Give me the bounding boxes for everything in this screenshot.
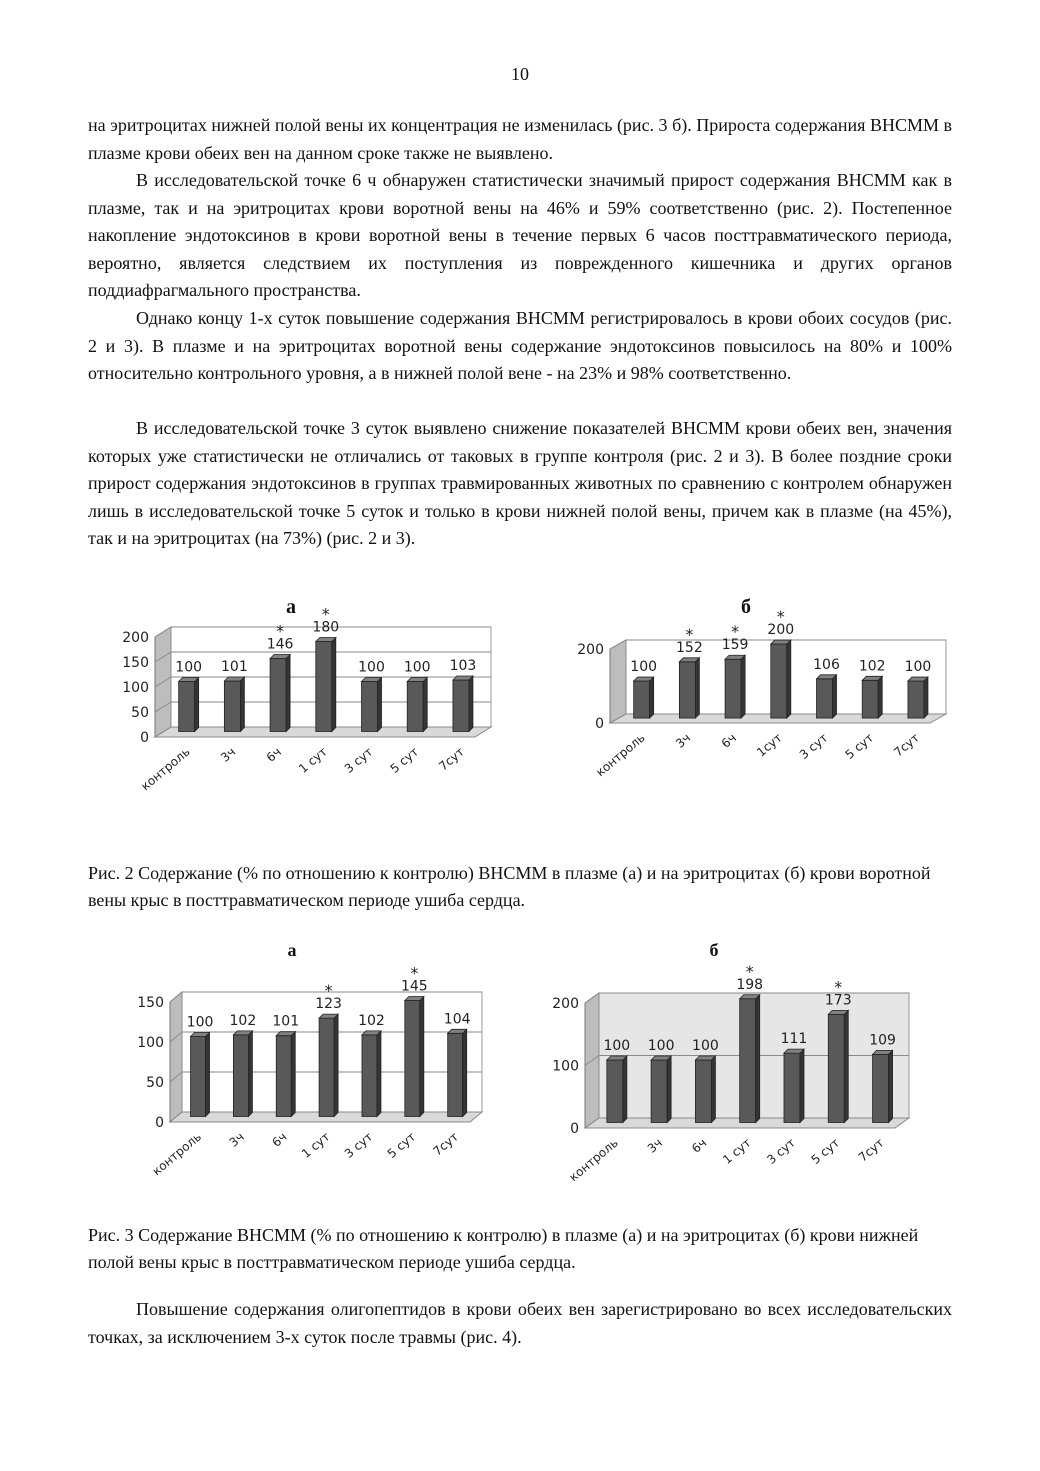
bar-top: [191, 1033, 210, 1037]
bar-top: [179, 678, 199, 682]
bar: [817, 675, 837, 718]
data-label: 198: [736, 976, 764, 993]
bar-front: [695, 1060, 711, 1123]
bar-side: [423, 678, 427, 732]
data-label: 111: [780, 1031, 808, 1048]
figure-3a-bar-chart: [110, 940, 490, 1190]
x-category-label: контроль: [593, 730, 648, 780]
bar-side: [378, 678, 382, 732]
data-label: 173: [824, 992, 852, 1009]
bar: [362, 1031, 381, 1117]
data-label: 100: [603, 1038, 631, 1054]
data-label: 100: [358, 659, 385, 676]
x-category-label: 3 сут: [764, 1135, 798, 1167]
bar: [453, 676, 473, 732]
bar-front: [453, 680, 469, 732]
significance-marker: *: [731, 622, 740, 642]
bar-front: [179, 682, 195, 732]
bar-front: [316, 642, 332, 732]
bar-side: [206, 1033, 210, 1117]
bar: [828, 1010, 848, 1122]
bar-top: [725, 655, 745, 659]
bar-side: [711, 1056, 715, 1123]
paragraph-3: Однако концу 1-х суток повышение содержания ВНСММ регистрировалось в крови обоих сосудов (рис. 2 и 3). В плазме и на эритроцитах воротной вены содержание эндотоксинов повысилось на 80% и 100% относительно контрольного уровня, а в нижней полой вене - на 23% и 98% соответственно.: [88, 308, 952, 383]
bar-top: [319, 1014, 338, 1018]
x-category-label: 1 сут: [298, 1129, 333, 1161]
bar-side: [286, 655, 290, 732]
y-tick-label: 200: [122, 630, 149, 646]
x-category-label: 3ч: [673, 730, 694, 751]
bar: [270, 655, 290, 732]
bar-front: [362, 682, 378, 732]
x-category-label: 3 сут: [796, 730, 831, 762]
x-category-label: 6ч: [689, 1135, 710, 1156]
bar-top: [771, 640, 791, 644]
bar-top: [316, 638, 336, 642]
bar-top: [740, 995, 760, 999]
bar-side: [463, 1029, 467, 1116]
data-label: 100: [904, 659, 932, 676]
bar-side: [248, 1031, 252, 1117]
data-label: 106: [813, 656, 840, 673]
bar: [607, 1056, 627, 1123]
x-category-label: 7сут: [891, 730, 922, 760]
bar-side: [878, 676, 882, 718]
bar: [407, 678, 427, 732]
bar: [695, 1056, 715, 1123]
bar: [319, 1014, 338, 1116]
bar-top: [448, 1029, 467, 1033]
bar-front: [651, 1060, 667, 1123]
bar-side: [291, 1032, 295, 1117]
x-category-label: 1сут: [754, 730, 785, 760]
significance-marker: *: [321, 604, 330, 624]
bar-front: [270, 659, 286, 732]
data-label: 103: [449, 658, 477, 674]
significance-marker: *: [834, 977, 843, 997]
bar-front: [873, 1054, 889, 1122]
x-category-label: 5 сут: [387, 744, 422, 776]
bar-side: [924, 677, 928, 718]
bar: [679, 658, 699, 718]
bar-front: [276, 1036, 291, 1117]
bar-side: [695, 658, 699, 718]
bar: [179, 678, 199, 732]
figure-2a-bar-chart: [100, 595, 510, 830]
data-label: 102: [229, 1012, 257, 1029]
bar: [873, 1050, 893, 1122]
paragraph-4: В исследовательской точке 3 суток выявлено снижение показателей ВНСММ крови обеих вен, значения которых уже статистически не отличались от таковых в группе контроля (рис. 2 и 3). В более поздние сроки прирост содержания эндотоксинов в группах травмированных животных по сравнению с контролем обнаружен лишь в исследовательской точке 5 суток и только в крови нижней полой вены, причем как в плазме (на 45%), так и на эритроцитах (на 73%) (рис. 2 и 3).: [88, 418, 952, 548]
bar-front: [405, 1001, 420, 1117]
data-label: 104: [443, 1011, 471, 1028]
paragraph-1: на эритроцитах нижней полой вены их концентрация не изменилась (рис. 3 б). Прироста содержания ВНСММ в плазме крови обеих вен на данном сроке также не выявлено.: [88, 115, 952, 163]
x-category-label: 6ч: [263, 744, 285, 765]
bar-front: [740, 999, 756, 1123]
bar-top: [453, 676, 473, 680]
bar: [276, 1032, 295, 1117]
bar-side: [334, 1014, 338, 1116]
chart-side-wall: [170, 992, 182, 1122]
bar-top: [276, 1032, 295, 1036]
significance-marker: *: [685, 624, 694, 644]
x-category-label: 5 сут: [842, 730, 877, 762]
y-tick-label: 100: [122, 680, 149, 696]
bar-top: [362, 1031, 381, 1035]
bar-side: [469, 676, 473, 732]
paragraph-2: В исследовательской точке 6 ч обнаружен статистически значимый прирост содержания ВНСММ как в плазме, так и на эритроцитах крови воротной вены на 46% и 59% соответственно (рис. 2). Постепенное накопление эндотоксинов в крови воротной вены в течение первых 6 часов посттравматического периода, вероятно, является следствием их поступления из поврежденного кишечника и других органов поддиафрагмального пространства.: [88, 170, 952, 300]
chart-side-wall: [610, 640, 626, 723]
chart-title: а: [286, 596, 296, 618]
bar-top: [224, 677, 244, 681]
y-tick-label: 50: [146, 1075, 164, 1091]
bar-front: [828, 1014, 844, 1122]
bar-side: [844, 1010, 848, 1122]
chart-title: б: [709, 940, 719, 960]
bar-top: [679, 658, 699, 662]
y-tick-label: 100: [137, 1035, 164, 1051]
x-category-label: 7сут: [855, 1135, 887, 1165]
figure-3b-bar-chart: [535, 940, 935, 1200]
bar-side: [195, 678, 199, 732]
bar: [233, 1031, 252, 1117]
bar-front: [319, 1018, 334, 1116]
bar-front: [784, 1053, 800, 1122]
bar: [191, 1033, 210, 1117]
significance-marker: *: [776, 607, 785, 627]
y-tick-label: 0: [595, 716, 604, 732]
data-label: 102: [358, 1012, 385, 1029]
y-tick-label: 150: [122, 655, 149, 671]
bar-top: [873, 1050, 893, 1054]
significance-marker: *: [745, 961, 754, 981]
bar: [862, 676, 882, 718]
data-label: 100: [403, 659, 431, 676]
bar-top: [651, 1056, 671, 1060]
bar: [784, 1049, 804, 1122]
bar-front: [908, 681, 924, 718]
significance-marker: *: [410, 963, 419, 983]
bar-top: [817, 675, 837, 679]
bar: [316, 638, 336, 732]
page-number: 10: [511, 64, 529, 84]
data-label: 123: [315, 996, 342, 1013]
x-category-label: 6ч: [269, 1129, 290, 1150]
bar-side: [650, 677, 654, 718]
bar: [362, 678, 382, 732]
bar-top: [634, 677, 654, 681]
y-tick-label: 100: [552, 1058, 579, 1075]
bar: [651, 1056, 671, 1123]
x-category-label: контроль: [149, 1129, 204, 1179]
paragraph-5: Повышение содержания олигопептидов в крови обеих вен зарегистрировано во всех исследовательских точках, за исключением 3-х суток после травмы (рис. 4).: [88, 1299, 952, 1347]
y-tick-label: 0: [570, 1121, 579, 1137]
bar-top: [784, 1049, 804, 1053]
y-tick-label: 200: [577, 642, 604, 658]
x-category-label: 3ч: [226, 1129, 247, 1150]
bar-front: [191, 1037, 206, 1117]
bar-front: [407, 682, 423, 732]
data-label: 145: [400, 978, 428, 995]
bar-front: [862, 680, 878, 718]
chart-title: а: [287, 940, 297, 960]
bar-side: [833, 675, 837, 718]
x-category-label: 3 сут: [341, 1129, 376, 1161]
bar-side: [377, 1031, 381, 1117]
x-category-label: 1 сут: [720, 1135, 754, 1167]
x-category-label: 7сут: [430, 1129, 462, 1159]
data-label: 100: [630, 659, 658, 676]
bar: [634, 677, 654, 718]
x-category-label: 7сут: [436, 744, 467, 774]
bar-side: [889, 1050, 893, 1122]
y-tick-label: 150: [137, 995, 164, 1011]
data-label: 100: [175, 659, 203, 676]
data-label: 180: [312, 619, 340, 636]
bar-front: [233, 1035, 248, 1117]
data-label: 100: [692, 1038, 719, 1054]
x-category-label: контроль: [566, 1135, 621, 1185]
data-label: 109: [869, 1032, 896, 1049]
bar-side: [332, 638, 336, 732]
figure-2-caption: Рис. 2 Содержание (% по отношению к контролю) ВНСММ в плазме (а) и на эритроцитах (б) крови воротной вены крыс в посттравматическом периоде ушиба сердца.: [88, 863, 931, 910]
bar-front: [725, 659, 741, 718]
bar-top: [405, 997, 424, 1001]
y-tick-label: 0: [140, 730, 149, 746]
bar-front: [679, 662, 695, 718]
bar-front: [771, 644, 787, 718]
bar-top: [607, 1056, 627, 1060]
bar-side: [800, 1049, 804, 1122]
x-category-label: 3ч: [644, 1135, 666, 1156]
bar-top: [695, 1056, 715, 1060]
bar-top: [407, 678, 427, 682]
bar-front: [362, 1035, 377, 1117]
bar: [771, 640, 791, 718]
chart-title: б: [741, 596, 751, 618]
bar-front: [817, 679, 833, 718]
x-category-label: 5 сут: [808, 1135, 843, 1167]
figure-2b-bar-chart: [565, 595, 965, 805]
data-label: 100: [186, 1014, 214, 1031]
bar-top: [362, 678, 382, 682]
bar-side: [787, 640, 791, 718]
bar: [224, 677, 244, 732]
figure-3-caption: Рис. 3 Содержание ВНСММ (% по отношению к контролю) в плазме (а) и на эритроцитах (б) крови нижней полой вены крыс в посттравматическом периоде ушиба сердца.: [88, 1225, 919, 1272]
significance-marker: *: [276, 621, 285, 641]
y-tick-label: 0: [155, 1115, 164, 1131]
data-label: 159: [721, 637, 749, 654]
bar-front: [607, 1060, 623, 1123]
y-tick-label: 50: [131, 705, 149, 721]
data-label: 152: [676, 639, 703, 656]
bar-side: [667, 1056, 671, 1123]
bar-front: [224, 681, 240, 732]
bar-side: [240, 677, 244, 732]
data-label: 101: [272, 1013, 300, 1030]
x-category-label: контроль: [138, 744, 193, 794]
bar-side: [420, 997, 424, 1117]
significance-marker: *: [324, 981, 333, 1001]
x-category-label: 6ч: [718, 730, 740, 751]
bar: [405, 997, 424, 1117]
bar-top: [233, 1031, 252, 1035]
bar-front: [448, 1033, 463, 1116]
bar-top: [270, 655, 290, 659]
bar-side: [756, 995, 760, 1123]
x-category-label: 1 сут: [296, 744, 330, 776]
bar: [448, 1029, 467, 1116]
x-category-label: 5 сут: [384, 1129, 419, 1161]
data-label: 200: [767, 622, 795, 639]
data-label: 100: [647, 1038, 675, 1054]
data-label: 102: [858, 658, 886, 675]
bar: [725, 655, 745, 718]
bar-top: [828, 1010, 848, 1014]
x-category-label: 3 сут: [341, 744, 376, 776]
bar-side: [623, 1056, 627, 1123]
bar-top: [908, 677, 928, 681]
y-tick-label: 200: [552, 996, 579, 1012]
bar-side: [741, 655, 745, 718]
data-label: 146: [266, 636, 294, 653]
bar-top: [862, 676, 882, 680]
x-category-label: 3ч: [218, 744, 239, 765]
bar: [740, 995, 760, 1123]
data-label: 101: [221, 659, 248, 675]
bar-front: [634, 681, 650, 718]
bar: [908, 677, 928, 718]
